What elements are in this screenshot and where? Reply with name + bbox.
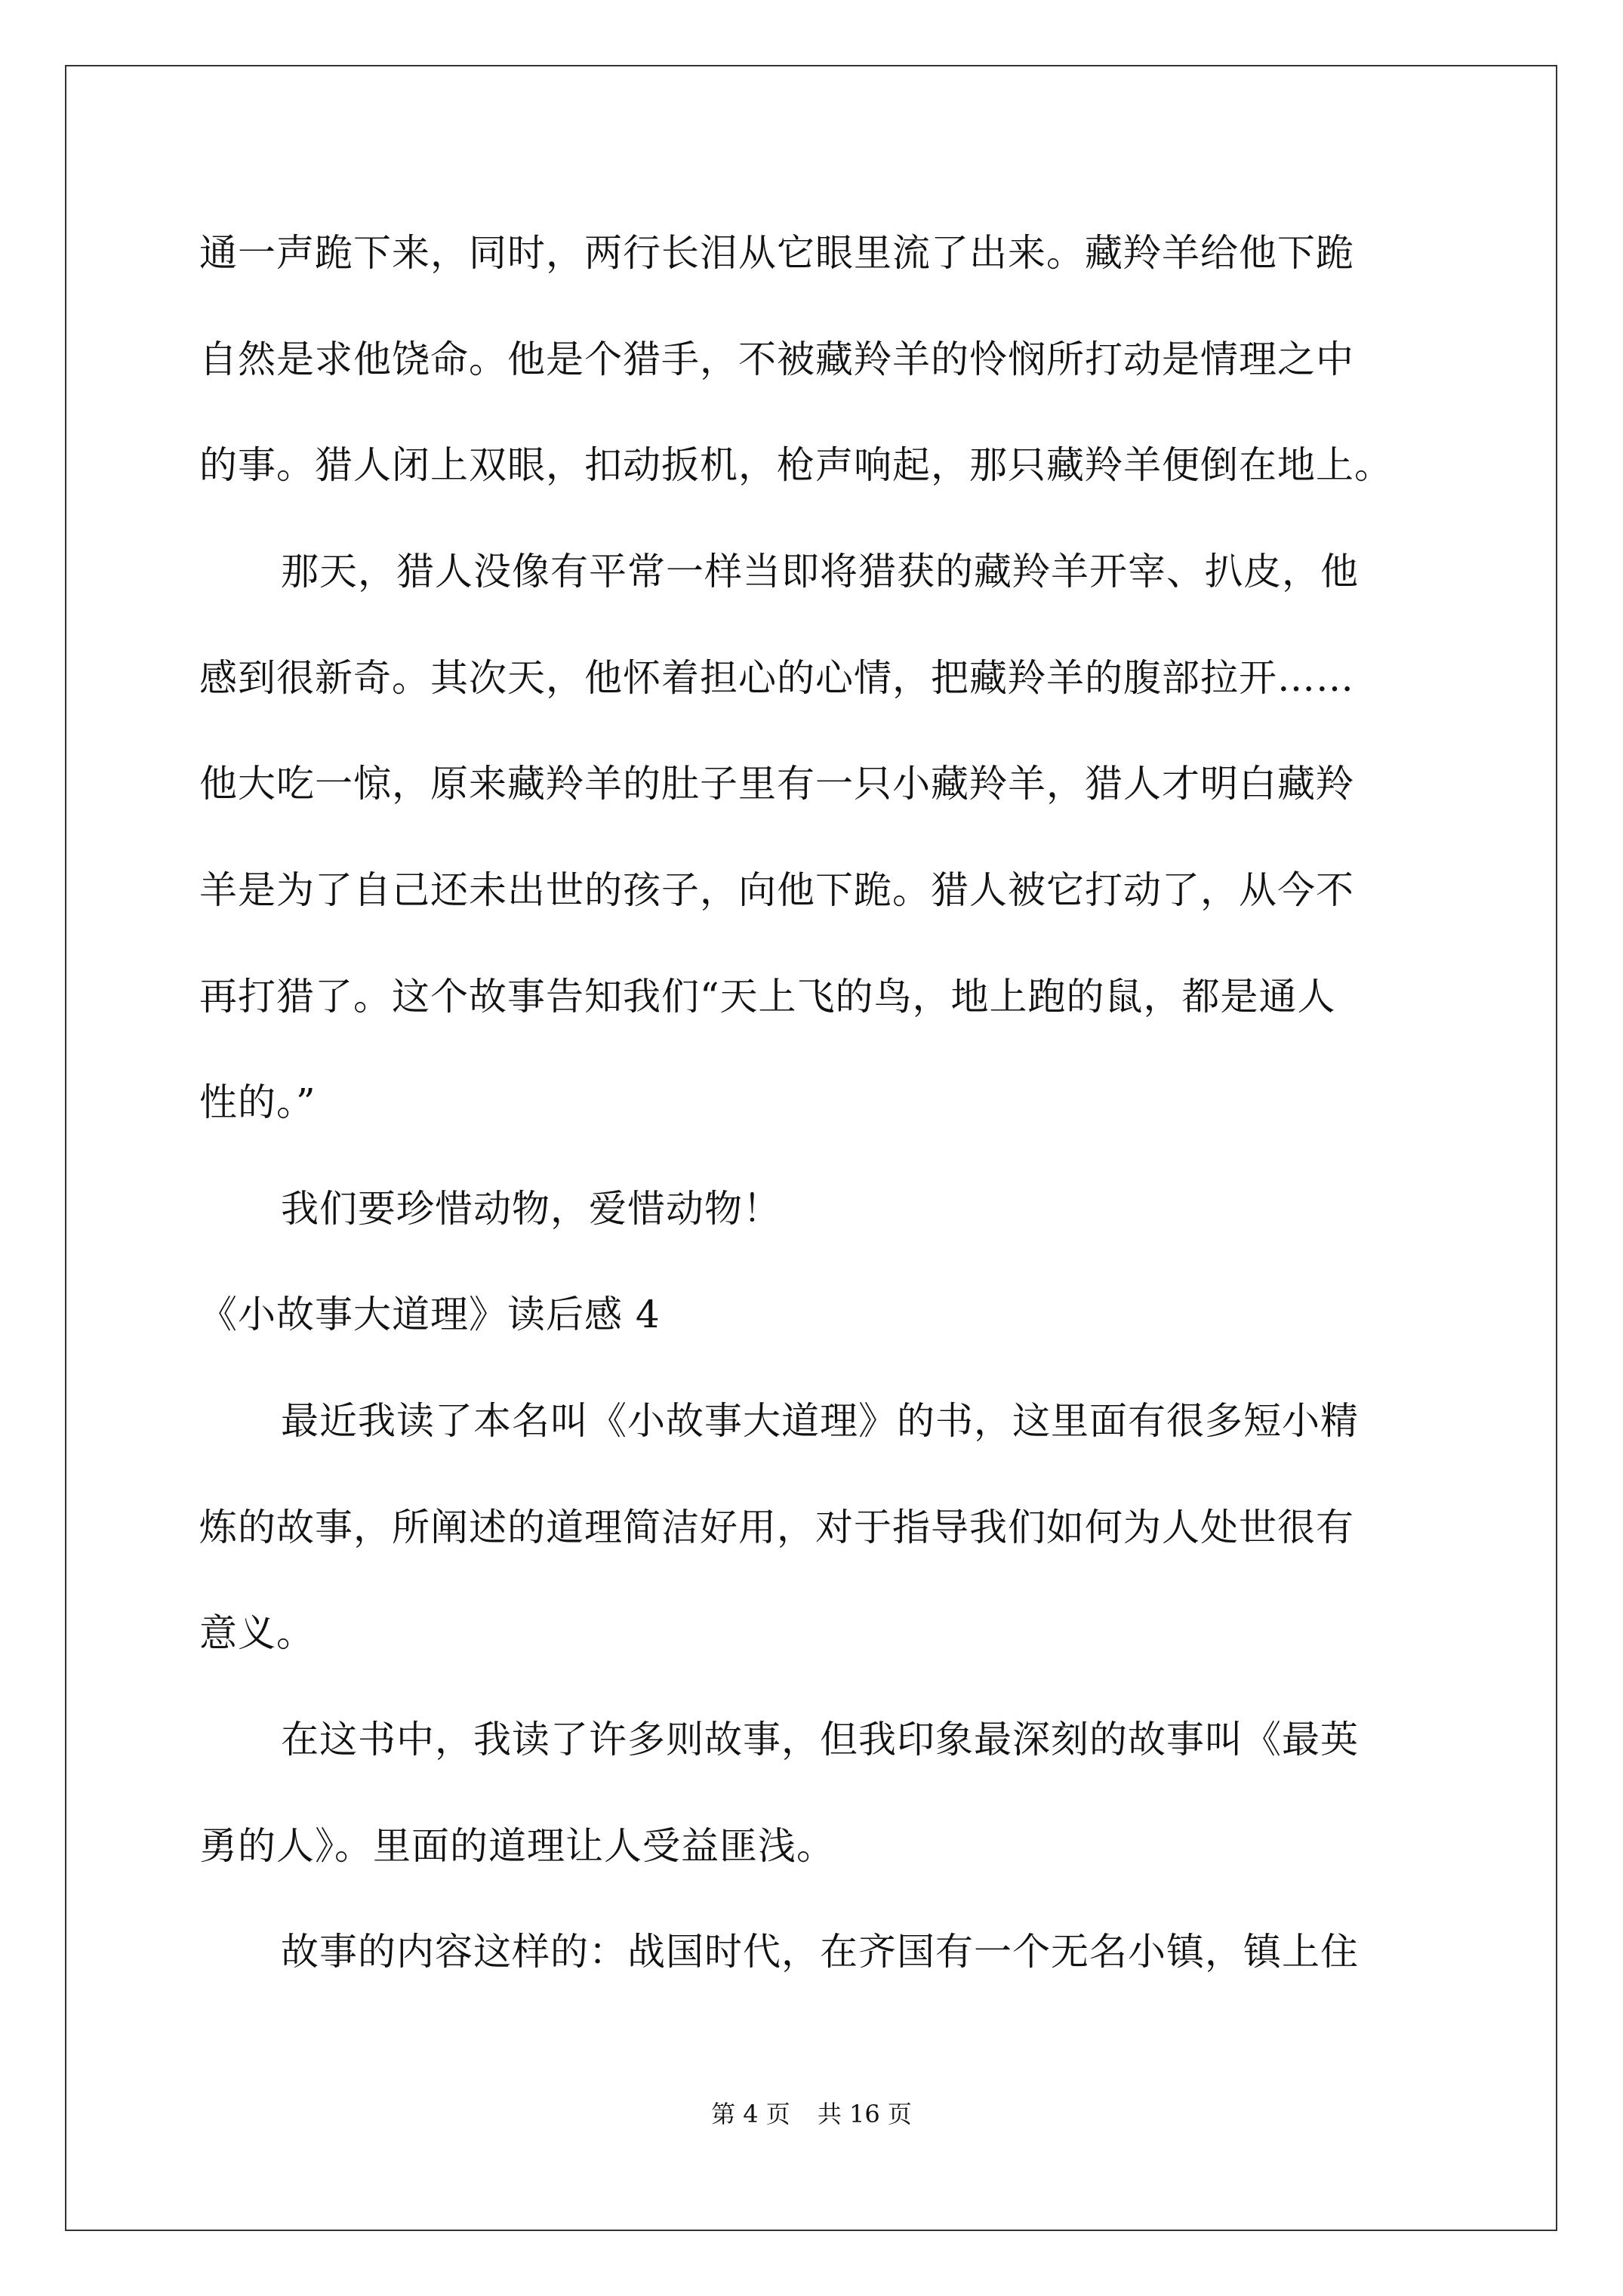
text-line: 炼的故事，所阐述的道理简洁好用，对于指导我们如何为人处世很有 [199, 1505, 1354, 1549]
page-number: 第 4 页 [711, 2100, 790, 2128]
text-line: 自然是求他饶命。他是个猎手，不被藏羚羊的怜悯所打动是情理之中 [199, 337, 1354, 381]
text-line: 羊是为了自己还未出世的孩子，向他下跪。猎人被它打动了，从今不 [199, 868, 1354, 912]
text-line: 通一声跪下来，同时，两行长泪从它眼里流了出来。藏羚羊给他下跪 [199, 231, 1354, 275]
text-line: 感到很新奇。其次天，他怀着担心的心情，把藏羚羊的腹部拉开…… [199, 656, 1354, 700]
text-line: 再打猎了。这个故事告知我们“天上飞的鸟，地上跑的鼠，都是通人 [199, 975, 1336, 1019]
text-line: 故事的内容这样的：战国时代，在齐国有一个无名小镇，镇上住 [281, 1930, 1359, 1974]
text-line: 那天，猎人没像有平常一样当即将猎获的藏羚羊开宰、扒皮，他 [281, 550, 1359, 593]
text-line: 勇的人》。里面的道理让人受益匪浅。 [199, 1824, 835, 1868]
text-line: 在这书中，我读了许多则故事，但我印象最深刻的故事叫《最英 [281, 1718, 1359, 1761]
page-footer [0, 2099, 1623, 2129]
section-heading: 《小故事大道理》读后感 4 [199, 1293, 661, 1336]
text-line: 性的。” [199, 1080, 316, 1124]
text-line: 他大吃一惊，原来藏羚羊的肚子里有一只小藏羚羊，猎人才明白藏羚 [199, 762, 1354, 806]
text-line: 意义。 [199, 1611, 315, 1655]
page-border [65, 65, 1557, 2231]
text-line: 最近我读了本名叫《小故事大道理》的书，这里面有很多短小精 [281, 1399, 1359, 1443]
page-total: 共 16 页 [817, 2100, 912, 2128]
text-line: 的事。猎人闭上双眼，扣动扳机，枪声响起，那只藏羚羊便倒在地上。 [199, 443, 1393, 487]
text-line: 我们要珍惜动物，爱惜动物！ [281, 1187, 781, 1231]
